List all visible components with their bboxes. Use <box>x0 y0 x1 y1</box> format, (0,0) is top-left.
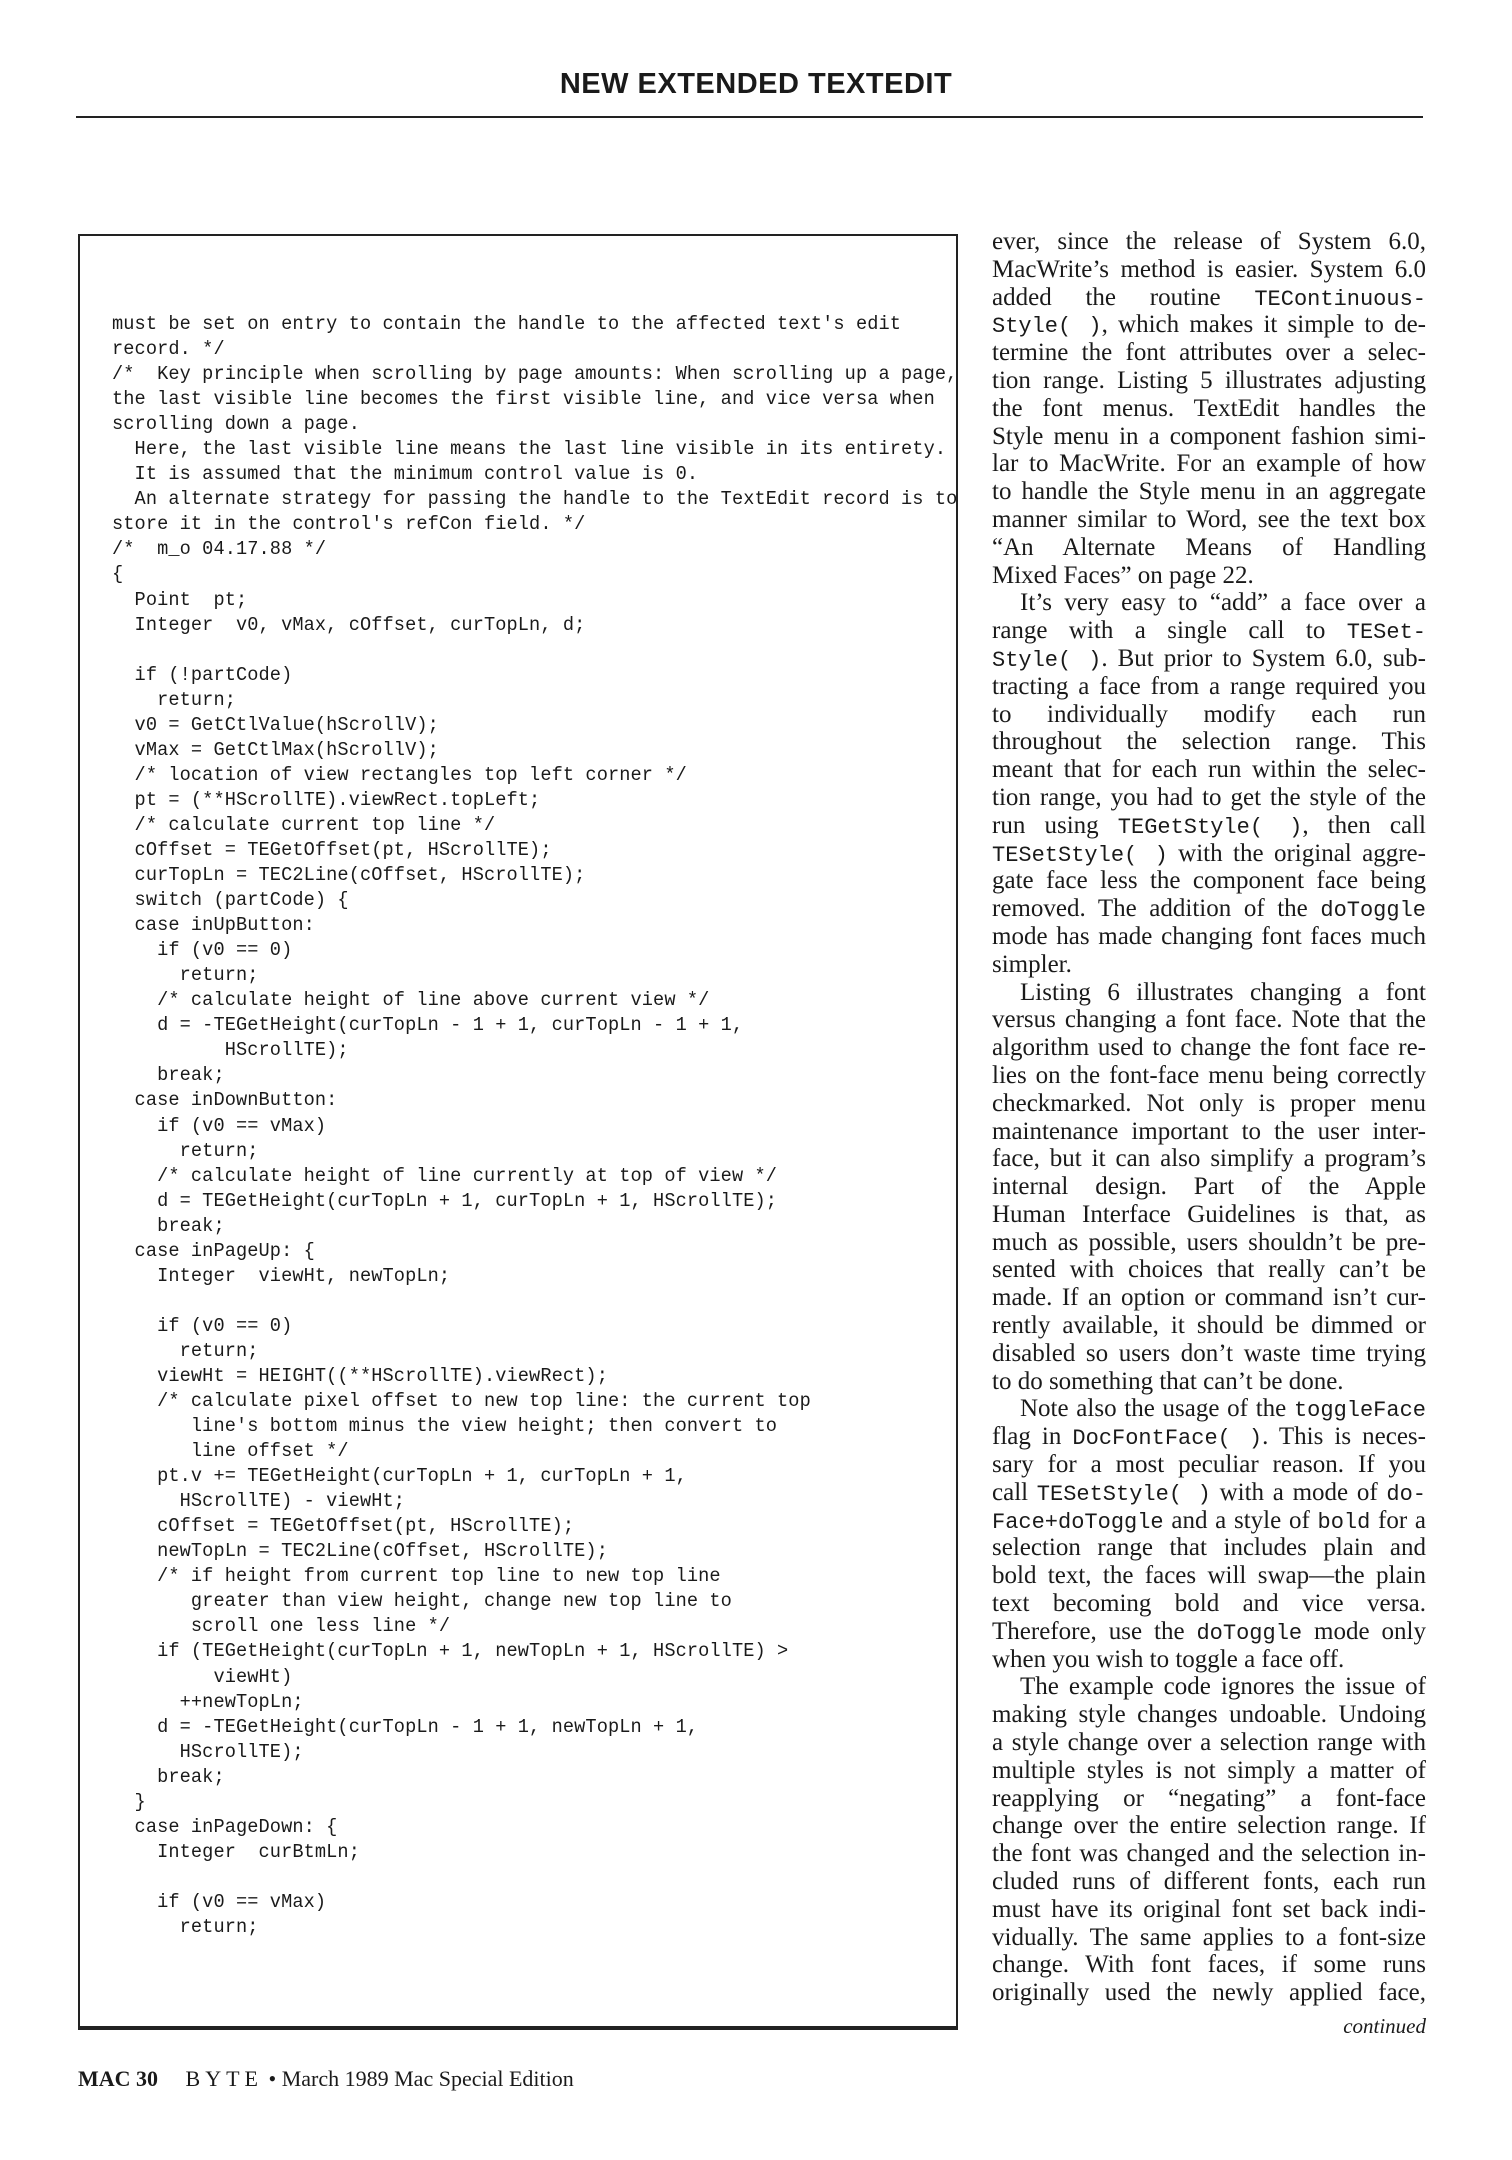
code-line <box>112 638 957 663</box>
text-run: Style menu in a component fashion simi- <box>992 422 1426 450</box>
code-line: d = TEGetHeight(curTopLn + 1, curTopLn + 1, HScrollTE); <box>112 1189 778 1212</box>
code-line: curTopLn = TEC2Line(cOffset, HScrollTE); <box>112 864 586 887</box>
code-line: It is assumed that the minimum control value is 0. <box>112 463 699 486</box>
text-run: meant that for each run within the selec- <box>992 756 1426 784</box>
text-line <box>992 645 1426 673</box>
text-line <box>992 1090 1426 1118</box>
text-line <box>992 284 1426 312</box>
text-line <box>992 1562 1426 1590</box>
code-line: if (TEGetHeight(curTopLn + 1, newTopLn + 1, HScrollTE) > <box>112 1640 789 1663</box>
text-run: change. With font faces, if some runs <box>992 1951 1426 1979</box>
code-listing <box>112 312 957 1940</box>
code-line: Integer v0, vMax, cOffset, curTopLn, d; <box>112 613 586 636</box>
code-line: greater than view height, change new top line to <box>112 1590 732 1613</box>
code-line: d = -TEGetHeight(curTopLn - 1 + 1, newTopLn + 1, <box>112 1715 699 1738</box>
text-line <box>992 1229 1426 1257</box>
code-term: TEGetStyle( ) <box>1117 814 1303 840</box>
text-run: tracting a face from a range required you <box>992 672 1426 700</box>
code-line: Here, the last visible line means the last line visible in its entirety. <box>112 438 947 461</box>
code-line: if (!partCode) <box>112 663 293 686</box>
code-line: the last visible line becomes the first visible line, and vice versa when <box>112 388 935 411</box>
text-run: It’s very easy to “add” a face over a <box>1020 589 1426 617</box>
code-line: HScrollTE) - viewHt; <box>112 1490 406 1513</box>
code-line: switch (partCode) { <box>112 889 349 912</box>
text-line <box>992 1673 1426 1701</box>
code-line: /* calculate height of line currently at top of view */ <box>112 1164 778 1187</box>
code-term: doToggle <box>1320 898 1426 924</box>
paragraph <box>992 589 1426 978</box>
code-term: Style( ) <box>992 314 1102 340</box>
text-run: bold text, the faces will swap—the plain <box>992 1562 1426 1590</box>
code-line: if (v0 == 0) <box>112 939 293 962</box>
text-run: for a <box>1370 1506 1427 1534</box>
text-line <box>992 895 1426 923</box>
text-run: when you wish to toggle a face off. <box>992 1645 1345 1673</box>
text-run: simpler. <box>992 950 1072 978</box>
text-line <box>992 562 1426 590</box>
text-run: reapplying or “negating” a font-face <box>992 1784 1426 1812</box>
text-line <box>992 1785 1426 1813</box>
text-line <box>992 1618 1426 1646</box>
text-line <box>992 1868 1426 1896</box>
text-run: face, but it can also simplify a program’s <box>992 1145 1426 1173</box>
text-run: and a style of <box>1163 1506 1318 1534</box>
text-run: termine the font attributes over a selec- <box>992 339 1426 367</box>
text-line <box>992 1534 1426 1562</box>
text-run: algorithm used to change the font face re- <box>992 1034 1426 1062</box>
text-run: with a mode of <box>1210 1478 1387 1506</box>
text-line <box>992 812 1426 840</box>
code-line: Integer curBtmLn; <box>112 1840 360 1863</box>
text-run: Note also the usage of the <box>1020 1395 1294 1423</box>
text-line <box>992 1118 1426 1146</box>
text-line <box>992 1340 1426 1368</box>
text-line <box>992 951 1426 979</box>
text-line <box>992 450 1426 478</box>
text-line <box>992 1590 1426 1618</box>
text-line <box>992 589 1426 617</box>
code-line: return; <box>112 1339 259 1362</box>
text-line <box>992 1201 1426 1229</box>
text-run: . But prior to System 6.0, sub- <box>1101 644 1426 672</box>
text-line <box>992 979 1426 1007</box>
text-line <box>992 673 1426 701</box>
code-line: vMax = GetCtlMax(hScrollV); <box>112 738 439 761</box>
code-term: TESet- <box>1346 620 1426 646</box>
text-run: cluded runs of different fonts, each run <box>992 1868 1426 1896</box>
code-line: cOffset = TEGetOffset(pt, HScrollTE); <box>112 838 552 861</box>
text-line <box>992 1256 1426 1284</box>
text-run: the font menus. TextEdit handles the <box>992 394 1426 422</box>
text-line <box>992 1507 1426 1535</box>
text-line <box>992 506 1426 534</box>
code-term: doToggle <box>1196 1620 1303 1646</box>
text-run: gate face less the component face being <box>992 867 1426 895</box>
text-run: originally used the newly applied face, <box>992 1979 1426 2007</box>
text-run: MacWrite’s method is easier. System 6.0 <box>992 255 1426 283</box>
code-term: do- <box>1386 1481 1426 1507</box>
code-line: break; <box>112 1765 225 1788</box>
text-line <box>992 1979 1426 2007</box>
text-run: to individually modify each run <box>992 700 1426 728</box>
code-term: Style( ) <box>992 647 1102 673</box>
issue-label: March 1989 Mac Special Edition <box>281 2066 574 2091</box>
code-line: scroll one less line */ <box>112 1615 451 1638</box>
text-run: lies on the font-face menu being correctly <box>992 1061 1426 1089</box>
code-term: toggleFace <box>1293 1398 1426 1424</box>
text-line <box>992 1368 1426 1396</box>
code-line: return; <box>112 688 237 711</box>
code-term: TEContinuous- <box>1254 286 1426 312</box>
code-line: case inDownButton: <box>112 1089 338 1112</box>
text-run: internal design. Part of the Apple <box>992 1173 1426 1201</box>
text-run: selection range that includes plain and <box>992 1534 1426 1562</box>
text-run: to handle the Style menu in an aggregate <box>992 478 1426 506</box>
code-line: HScrollTE); <box>112 1740 304 1763</box>
text-run: range with a single call to <box>992 617 1347 645</box>
text-line <box>992 256 1426 284</box>
paragraph <box>992 979 1426 1396</box>
text-run: mode has made changing font faces much <box>992 922 1426 950</box>
text-line <box>992 1062 1426 1090</box>
text-line <box>992 1701 1426 1729</box>
text-line <box>992 701 1426 729</box>
text-run: run using <box>992 811 1118 839</box>
footer-separator: • <box>268 2066 277 2091</box>
text-line <box>992 1951 1426 1979</box>
paragraph <box>992 1673 1426 2007</box>
text-line <box>992 228 1426 256</box>
text-line <box>992 784 1426 812</box>
text-run: must have its original font set back indi- <box>992 1895 1426 1923</box>
text-line <box>992 1006 1426 1034</box>
text-run: checkmarked. Not only is proper menu <box>992 1089 1426 1117</box>
code-line: break; <box>112 1214 225 1237</box>
code-line: must be set on entry to contain the handle to the affected text's edit <box>112 313 902 335</box>
code-line: /* calculate pixel offset to new top line: the current top <box>112 1390 811 1413</box>
text-line <box>992 728 1426 756</box>
code-line <box>112 1865 957 1890</box>
text-run: sary for a most peculiar reason. If you <box>992 1451 1426 1479</box>
text-run: sented with choices that really can’t be <box>992 1256 1426 1284</box>
text-run: tion range, you had to get the style of the <box>992 783 1426 811</box>
text-run: ever, since the release of System 6.0, <box>992 228 1426 255</box>
text-run: Listing 6 illustrates changing a font <box>1020 978 1426 1006</box>
text-run: change over the entire selection range. If <box>992 1812 1426 1840</box>
code-term: Face+doToggle <box>992 1509 1164 1535</box>
code-line: viewHt) <box>112 1665 293 1688</box>
text-line <box>992 1896 1426 1924</box>
text-line <box>992 423 1426 451</box>
running-head: NEW EXTENDED TEXTEDIT <box>559 68 953 100</box>
code-line: store it in the control's refCon field. */ <box>112 513 586 536</box>
text-line <box>992 311 1426 339</box>
text-run: “An Alternate Means of Handling <box>992 533 1426 561</box>
code-line: cOffset = TEGetOffset(pt, HScrollTE); <box>112 1515 575 1538</box>
text-run: made. If an option or command isn’t cur- <box>992 1284 1426 1312</box>
code-line: /* calculate current top line */ <box>112 813 496 836</box>
text-run: The example code ignores the issue of <box>1020 1673 1426 1701</box>
text-run: maintenance important to the user inter- <box>992 1117 1426 1145</box>
code-line: d = -TEGetHeight(curTopLn - 1 + 1, curTopLn - 1 + 1, <box>112 1014 744 1037</box>
code-line: scrolling down a page. <box>112 413 360 436</box>
text-line <box>992 617 1426 645</box>
text-line <box>992 1395 1426 1423</box>
code-line: if (v0 == vMax) <box>112 1890 327 1913</box>
text-line <box>992 1729 1426 1757</box>
text-run: with the original aggre- <box>1167 839 1426 867</box>
text-line <box>992 1812 1426 1840</box>
code-line: break; <box>112 1064 225 1087</box>
text-line <box>992 1034 1426 1062</box>
text-run: , which makes it simple to de- <box>1101 311 1427 339</box>
code-line: } <box>112 1790 146 1813</box>
text-run: disabled so users don’t waste time trying <box>992 1339 1426 1367</box>
text-run: mode only <box>1302 1617 1426 1645</box>
page-footer <box>78 2066 574 2092</box>
text-run: manner similar to Word, see the text box <box>992 505 1426 533</box>
text-line <box>992 339 1426 367</box>
text-line <box>992 478 1426 506</box>
text-line <box>992 1840 1426 1868</box>
text-line <box>992 1451 1426 1479</box>
code-listing-box <box>78 234 958 2030</box>
text-run: a style change over a selection range with <box>992 1729 1426 1757</box>
paragraph <box>992 228 1426 589</box>
code-line: /* if height from current top line to new top line <box>112 1565 721 1588</box>
text-line <box>992 367 1426 395</box>
code-term: bold <box>1317 1509 1371 1535</box>
code-line: An alternate strategy for passing the handle to the TextEdit record is to <box>112 488 958 511</box>
text-line <box>992 923 1426 951</box>
code-line: /* Key principle when scrolling by page amounts: When scrolling up a page, <box>112 363 958 386</box>
text-run: much as possible, users shouldn’t be pre- <box>992 1228 1426 1256</box>
code-line: Integer viewHt, newTopLn; <box>112 1264 451 1287</box>
code-line: v0 = GetCtlValue(hScrollV); <box>112 713 439 736</box>
text-run: to do something that can’t be done. <box>992 1367 1344 1395</box>
text-run: vidually. The same applies to a font-size <box>992 1923 1426 1951</box>
continued-label: continued <box>1343 2014 1426 2038</box>
code-line: /* m_o 04.17.88 */ <box>112 538 327 561</box>
code-line: return; <box>112 1139 259 1162</box>
code-line: pt = (**HScrollTE).viewRect.topLeft; <box>112 788 541 811</box>
code-line <box>112 1289 957 1314</box>
text-run: added the routine <box>992 283 1255 311</box>
text-line <box>992 1173 1426 1201</box>
code-line: { <box>112 563 124 586</box>
text-line <box>992 1145 1426 1173</box>
text-run: throughout the selection range. This <box>992 728 1426 756</box>
text-run: the font was changed and the selection in- <box>992 1840 1426 1868</box>
text-line <box>992 1423 1426 1451</box>
text-line <box>992 756 1426 784</box>
code-term: TESetStyle( ) <box>1036 1481 1211 1507</box>
code-line: HScrollTE); <box>112 1039 349 1062</box>
header-rule <box>76 116 1423 118</box>
code-line: case inUpButton: <box>112 914 315 937</box>
text-line <box>992 395 1426 423</box>
text-run: Therefore, use the <box>992 1617 1197 1645</box>
code-term: DocFontFace( ) <box>1072 1426 1263 1452</box>
text-line <box>992 1757 1426 1785</box>
code-line: line's bottom minus the view height; then convert to <box>112 1415 778 1438</box>
code-line: Point pt; <box>112 588 248 611</box>
text-run: . This is neces- <box>1262 1423 1426 1451</box>
code-line: line offset */ <box>112 1440 349 1463</box>
code-line: record. */ <box>112 338 225 361</box>
text-run: flag in <box>992 1423 1073 1451</box>
paragraph <box>992 1395 1426 1673</box>
text-run: tion range. Listing 5 illustrates adjusting <box>992 366 1426 394</box>
magazine-name: BYTE <box>185 2066 263 2091</box>
text-run: text becoming bold and vice versa. <box>992 1590 1426 1618</box>
text-line <box>992 1924 1426 1952</box>
text-run: making style changes undoable. Undoing <box>992 1701 1426 1729</box>
text-line <box>992 1479 1426 1507</box>
text-run: lar to MacWrite. For an example of how <box>992 450 1426 478</box>
code-line: case inPageDown: { <box>112 1815 338 1838</box>
text-line <box>992 840 1426 868</box>
code-line: case inPageUp: { <box>112 1239 315 1262</box>
text-run: , then call <box>1302 811 1426 839</box>
text-run: removed. The addition of the <box>992 895 1321 923</box>
code-line: return; <box>112 964 259 987</box>
text-run: call <box>992 1478 1037 1506</box>
code-line: viewHt = HEIGHT((**HScrollTE).viewRect); <box>112 1364 608 1387</box>
text-run: Mixed Faces” on page 22. <box>992 561 1254 589</box>
code-line: /* calculate height of line above current view */ <box>112 989 710 1012</box>
text-run: multiple styles is not simply a matter of <box>992 1756 1426 1784</box>
text-run: rently available, it should be dimmed or <box>992 1312 1426 1340</box>
text-run: versus changing a font face. Note that the <box>992 1006 1426 1034</box>
code-line: ++newTopLn; <box>112 1690 304 1713</box>
code-line: if (v0 == vMax) <box>112 1114 327 1137</box>
text-line <box>992 1312 1426 1340</box>
page-folio: MAC 30 <box>78 2066 159 2091</box>
text-line <box>992 867 1426 895</box>
text-line <box>992 1646 1426 1674</box>
code-line: /* location of view rectangles top left corner */ <box>112 763 687 786</box>
code-line: return; <box>112 1916 259 1938</box>
code-line: if (v0 == 0) <box>112 1314 293 1337</box>
text-line <box>992 534 1426 562</box>
text-run: Human Interface Guidelines is that, as <box>992 1200 1426 1228</box>
article-column <box>992 228 1426 2007</box>
text-line <box>992 1284 1426 1312</box>
code-line: newTopLn = TEC2Line(cOffset, HScrollTE); <box>112 1540 608 1563</box>
code-line: pt.v += TEGetHeight(curTopLn + 1, curTopLn + 1, <box>112 1465 687 1488</box>
code-term: TESetStyle( ) <box>992 842 1168 868</box>
